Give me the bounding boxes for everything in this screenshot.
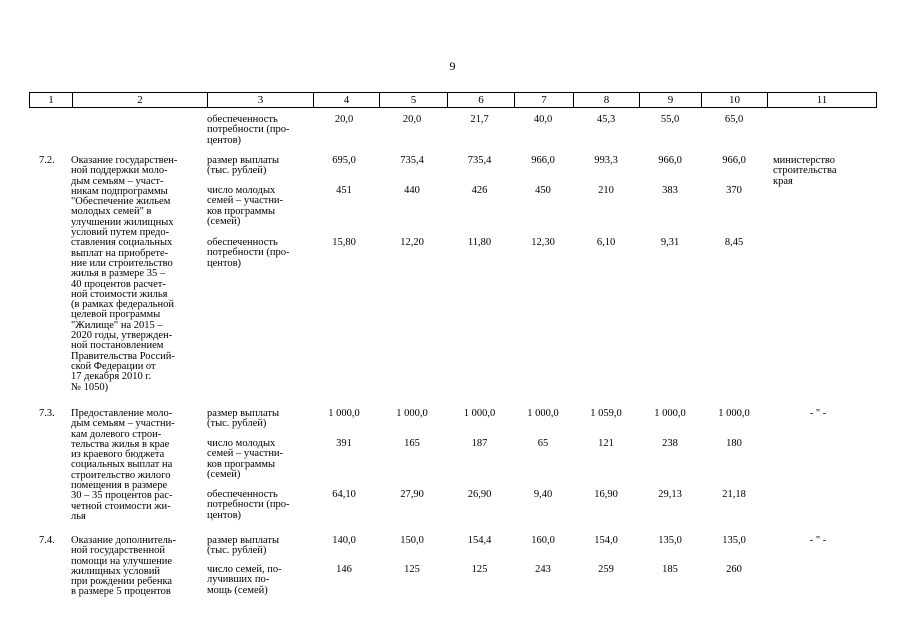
indicator-value: 64,10: [332, 489, 356, 500]
indicator-value: 966,0: [531, 155, 555, 166]
indicator-value: 15,80: [332, 237, 356, 248]
indicator-name: обеспеченность потребности (про- центов): [207, 114, 290, 146]
indicator-value: 426: [471, 185, 488, 196]
indicator-value: 1 000,0: [396, 408, 428, 419]
page-number: 9: [449, 59, 456, 73]
indicator-value: 125: [404, 564, 420, 575]
indicator-value: 29,13: [658, 489, 682, 500]
indicator-value: 45,3: [596, 114, 616, 125]
indicator-value: 27,90: [400, 489, 424, 500]
indicator-value: 1 000,0: [718, 408, 750, 419]
indicator-value: 210: [598, 185, 614, 196]
header-col-6: 6: [447, 93, 514, 107]
header-col-7: 7: [514, 93, 573, 107]
indicator-value: 65,0: [724, 114, 744, 125]
indicator-value: 383: [662, 185, 678, 196]
indicator-name: размер выплаты (тыс. рублей): [207, 535, 279, 557]
indicator-value: 259: [598, 564, 614, 575]
row-number: 7.2.: [39, 155, 55, 166]
indicator-value: 735,4: [400, 155, 424, 166]
header-col-11: 11: [767, 93, 876, 107]
measure-description: Оказание государствен- ной поддержки моло- дым семьям – участ- никам подпрограммы "Обеспечение жильем молодых семей" в улучшении жилищных условий путем предо- ставления социальных выплат на приобрете- ние или строительство жилья в размере 35 – 40 процентов расчет- ной стоимости жилья (в рамках федеральной целевой программы "Жилище" на 2015 – 2020 годы, утвержден- ной постановлением Правительства Россий- ской Федерации от 17 декабря 2010 г. № 1050): [71, 155, 178, 393]
indicator-name: размер выплаты (тыс. рублей): [207, 155, 279, 177]
indicator-value: 185: [662, 564, 678, 575]
indicator-name: размер выплаты (тыс. рублей): [207, 408, 279, 430]
indicator-value: 65: [537, 438, 549, 449]
header-col-2: 2: [72, 93, 207, 107]
indicator-value: 1 000,0: [527, 408, 559, 419]
indicator-value: 370: [726, 185, 742, 196]
indicator-name: число семей, по- лучивших по- мощь (семей): [207, 564, 282, 596]
indicator-name: число молодых семей – участни- ков программы (семей): [207, 185, 284, 227]
indicator-value: 440: [404, 185, 420, 196]
indicator-value: 9,40: [533, 489, 553, 500]
indicator-value: 16,90: [594, 489, 618, 500]
indicator-value: 21,18: [722, 489, 746, 500]
indicator-value: 966,0: [658, 155, 682, 166]
indicator-value: 154,0: [594, 535, 618, 546]
indicator-value: 8,45: [724, 237, 744, 248]
indicator-value: 451: [336, 185, 352, 196]
indicator-value: 9,31: [660, 237, 680, 248]
indicator-value: 735,4: [467, 155, 492, 166]
indicator-value: 1 000,0: [654, 408, 686, 419]
row-number: 7.4.: [39, 535, 55, 546]
indicator-value: 966,0: [722, 155, 746, 166]
indicator-value: 695,0: [332, 155, 356, 166]
responsible-executor: - " -: [809, 408, 827, 419]
indicator-name: число молодых семей – участни- ков программы (семей): [207, 438, 284, 480]
indicator-value: 1 000,0: [328, 408, 360, 419]
header-col-4: 4: [313, 93, 379, 107]
indicator-value: 1 059,0: [590, 408, 622, 419]
indicator-value: 450: [535, 185, 551, 196]
indicator-value: 1 000,0: [463, 408, 496, 419]
header-col-10: 10: [701, 93, 767, 107]
responsible-executor: - " -: [809, 535, 827, 546]
indicator-value: 26,90: [467, 489, 492, 500]
row-number: 7.3.: [39, 408, 55, 419]
header-col-5: 5: [379, 93, 447, 107]
indicator-value: 140,0: [332, 535, 356, 546]
indicator-value: 180: [726, 438, 742, 449]
table-header-row: [29, 92, 877, 108]
indicator-value: 260: [726, 564, 742, 575]
indicator-name: обеспеченность потребности (про- центов): [207, 489, 290, 521]
responsible-executor: министерство строительства края: [773, 155, 837, 187]
measure-description: Предоставление моло- дым семьям – участни- кам долевого строи- тельства жилья в крае из краевого бюджета социальных выплат на строительство жилого помещения в размере 30 – 35 процентов рас- четной стоимости жи- лья: [71, 408, 175, 522]
indicator-value: 125: [471, 564, 488, 575]
indicator-value: 135,0: [658, 535, 682, 546]
indicator-value: 21,7: [470, 114, 489, 125]
indicator-value: 160,0: [531, 535, 555, 546]
indicator-value: 12,20: [400, 237, 424, 248]
indicator-value: 20,0: [334, 114, 354, 125]
indicator-name: обеспеченность потребности (про- центов): [207, 237, 290, 269]
indicator-value: 993,3: [594, 155, 618, 166]
indicator-value: 6,10: [596, 237, 616, 248]
indicator-value: 121: [598, 438, 614, 449]
indicator-value: 146: [336, 564, 352, 575]
header-col-3: 3: [207, 93, 313, 107]
indicator-value: 165: [404, 438, 420, 449]
indicator-value: 135,0: [722, 535, 746, 546]
indicator-value: 243: [535, 564, 551, 575]
indicator-value: 150,0: [400, 535, 424, 546]
indicator-value: 238: [662, 438, 678, 449]
indicator-value: 55,0: [660, 114, 680, 125]
header-col-9: 9: [639, 93, 701, 107]
indicator-value: 187: [471, 438, 488, 449]
measure-description: Оказание дополнитель- ной государственной помощи на улучшение жилищных условий при рождении ребенка в размере 5 процентов: [71, 535, 177, 598]
indicator-value: 391: [336, 438, 352, 449]
indicator-value: 11,80: [467, 237, 492, 248]
indicator-value: 12,30: [531, 237, 555, 248]
indicator-value: 154,4: [467, 535, 492, 546]
indicator-value: 20,0: [402, 114, 422, 125]
header-col-1: 1: [48, 94, 54, 106]
indicator-value: 40,0: [533, 114, 553, 125]
header-col-8: 8: [573, 93, 639, 107]
